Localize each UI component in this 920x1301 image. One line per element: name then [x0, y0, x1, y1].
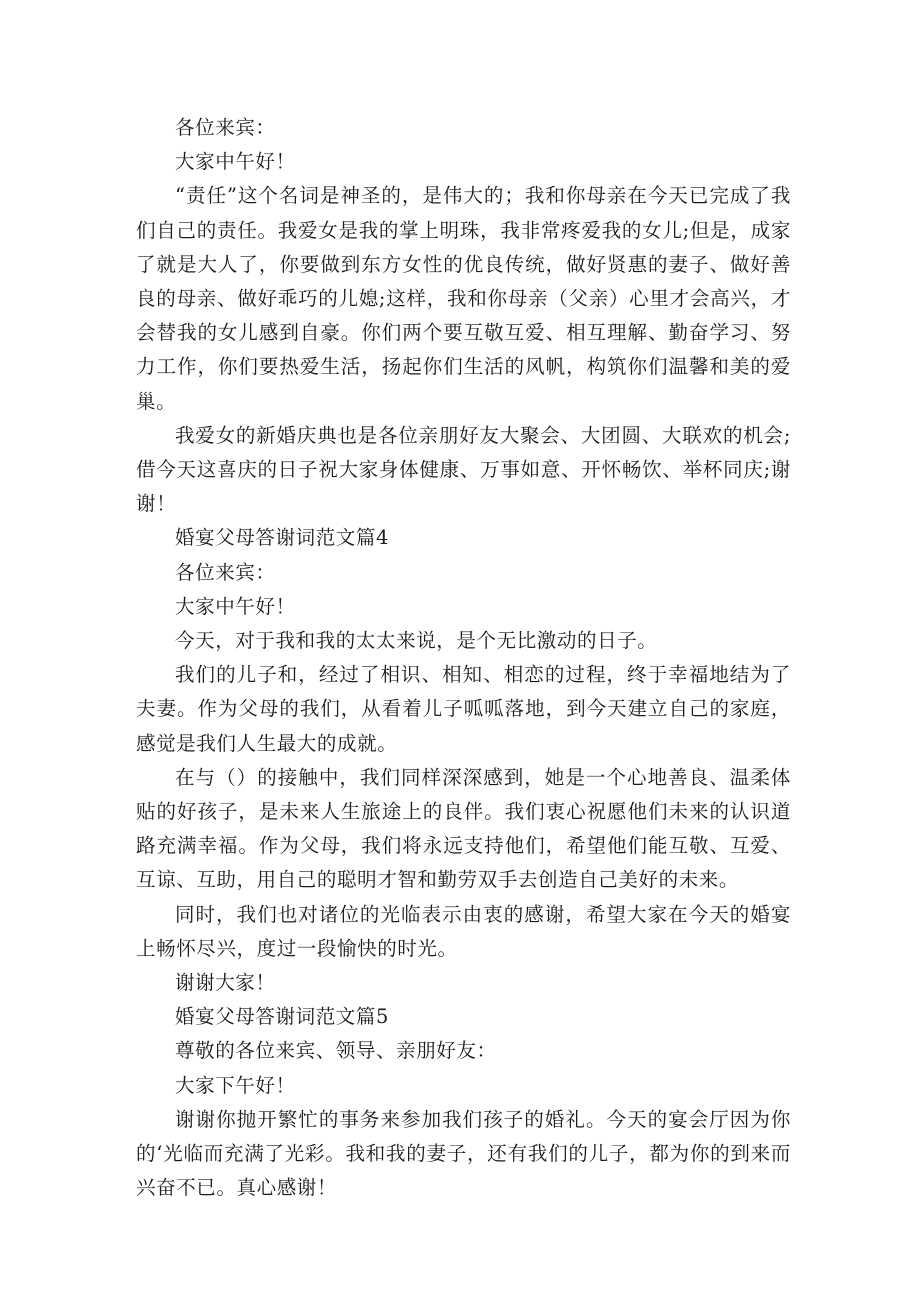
paragraph-salutation: 大家中午好！	[175, 150, 296, 174]
paragraph-body: 在与（）的接触中，我们同样深深感到，她是一个心地善良、温柔体贴的好孩子，是未来人生旅途上的良伴。我们衷心祝愿他们未来的认识道路充满幸福。作为父母，我们将永远支持他们，希望他们能互敬、互爱、互谅、互助，用自己的聪明才智和勤劳双手去创造自己美好的未来。	[136, 765, 791, 892]
paragraph-body: 谢谢你抛开繁忙的事务来参加我们孩子的婚礼。今天的宴会厅因为你的‘光临而充满了光彩。我和我的妻子，还有我们的儿子，都为你的到来而兴奋不已。真心感谢！	[136, 1107, 791, 1200]
paragraph-salutation: 大家下午好！	[175, 1073, 296, 1097]
paragraph-salutation: 大家中午好！	[175, 594, 296, 618]
paragraph-body: 我爱女的新婚庆典也是各位亲朋好友大聚会、大团圆、大联欢的机会;借今天这喜庆的日子祝大家身体健康、万事如意、开怀畅饮、举杯同庆;谢谢！	[136, 423, 791, 516]
paragraph-greeting: 尊敬的各位来宾、领导、亲朋好友：	[175, 1039, 497, 1063]
paragraph-greeting: 各位来宾：	[175, 116, 276, 139]
paragraph-body: “责任”这个名词是神圣的，是伟大的；我和你母亲在今天已完成了我们自己的责任。我爱女是我的掌上明珠，我非常疼爱我的女儿;但是，成家了就是大人了，你要做到东方女性的优良传统，做好贤惠的妻子、做好善良的母亲、做好乖巧的儿媳;这样，我和你母亲（父亲）心里才会高兴，才会替我的女儿感到自豪。你们两个要互敬互爱、相互理解、勤奋学习、努力工作，你们要热爱生活，扬起你们生活的风帆，构筑你们温馨和美的爱巢。	[136, 184, 791, 413]
paragraph-body: 同时，我们也对诸位的光临表示由衷的感谢，希望大家在今天的婚宴上畅怀尽兴，度过一段愉快的时光。	[136, 902, 791, 960]
paragraph-body: 今天，对于我和我的太太来说，是个无比激动的日子。	[175, 629, 658, 653]
paragraph-body: 我们的儿子和，经过了相识、相知、相恋的过程，终于幸福地结为了夫妻。作为父母的我们，从看着儿子呱呱落地，到今天建立自己的家庭，感觉是我们人生最大的成就。	[136, 663, 791, 755]
paragraph-closing: 谢谢大家！	[175, 971, 276, 995]
section-heading: 婚宴父母答谢词范文篇5	[175, 1005, 390, 1029]
section-heading: 婚宴父母答谢词范文篇4	[175, 526, 390, 550]
paragraph-greeting: 各位来宾：	[175, 560, 276, 584]
document-body	[136, 111, 791, 1206]
